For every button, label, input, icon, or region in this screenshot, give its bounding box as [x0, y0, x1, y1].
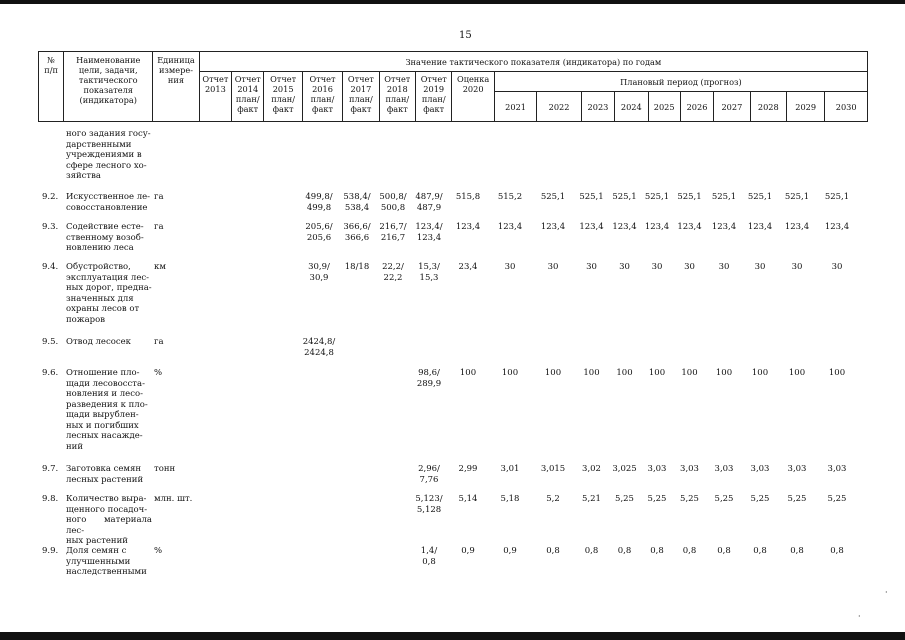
row-number: 9.8. — [42, 494, 59, 504]
row-number: 9.5. — [42, 337, 59, 347]
value-r2019: 15,3/ 15,3 — [418, 262, 440, 283]
value-p2023: 5,21 — [582, 494, 601, 504]
value-r2016: 30,9/ 30,9 — [308, 262, 330, 283]
header-year-2022: 2022 — [537, 92, 581, 122]
value-p2028: 525,1 — [747, 192, 773, 202]
value-p2025: 30 — [651, 262, 663, 272]
value-p2023: 0,8 — [584, 546, 599, 556]
value-p2021: 3,01 — [500, 464, 520, 474]
row-unit: млн. шт. — [154, 494, 193, 504]
value-p2028: 0,8 — [753, 546, 767, 556]
value-p2026: 5,25 — [680, 494, 699, 504]
value-p2022: 0,8 — [546, 546, 560, 556]
value-p2029: 30 — [791, 262, 803, 272]
value-p2030: 30 — [831, 262, 843, 272]
value-p2023: 30 — [586, 262, 597, 272]
row-unit: % — [154, 368, 163, 378]
value-p2024: 5,25 — [615, 494, 634, 504]
value-r2019: 123,4/ 123,4 — [415, 222, 443, 243]
value-p2030: 123,4 — [824, 222, 850, 232]
header-name: Наименование цели, задачи, тактического показателя (индикатора) — [64, 52, 153, 122]
table-header — [38, 51, 868, 122]
value-p2023: 123,4 — [579, 222, 604, 232]
row-number: 9.7. — [42, 464, 59, 474]
value-e2020: 23,4 — [458, 262, 478, 272]
row-name: Доля семян с улучшенными наследственными — [66, 546, 147, 577]
value-p2029: 0,8 — [790, 546, 804, 556]
value-r2017: 538,4/ 538,4 — [343, 192, 371, 213]
row-name: Отношение пло- щади лесовосста- новления и лесо- разведения к пло- щади вырублен- ных и погибших лесных насажде- ний — [66, 368, 148, 452]
row-name: Обустройство, эксплуатация лес- ных дорог, предна- значенных для охраны лесов от пожаров — [66, 262, 152, 325]
value-p2022: 5,2 — [546, 494, 560, 504]
value-p2026: 100 — [681, 368, 698, 378]
value-p2027: 123,4 — [711, 222, 737, 232]
header-report-2018: Отчет 2018 план/ факт — [379, 72, 415, 122]
value-e2020: 100 — [459, 368, 477, 378]
value-p2021: 100 — [501, 368, 519, 378]
value-r2017: 18/18 — [344, 262, 370, 272]
header-report-2017: Отчет 2017 план/ факт — [343, 72, 379, 122]
bottom-border — [0, 632, 905, 640]
header-plan-period: Плановый период (прогноз) — [494, 72, 867, 92]
value-p2029: 100 — [788, 368, 806, 378]
value-p2028: 5,25 — [750, 494, 770, 504]
value-r2019: 2,96/ 7,76 — [418, 464, 440, 485]
value-p2024: 100 — [616, 368, 633, 378]
value-p2025: 525,1 — [644, 192, 670, 202]
value-p2022: 100 — [544, 368, 562, 378]
value-e2020: 2,99 — [458, 464, 478, 474]
row-name: Отвод лесосек — [66, 337, 131, 347]
header-year-2029: 2029 — [786, 92, 824, 122]
value-p2027: 5,25 — [714, 494, 734, 504]
row-name: Искусственное ле- совосстановление — [66, 192, 151, 213]
value-p2025: 100 — [648, 368, 666, 378]
value-p2022: 30 — [547, 262, 559, 272]
row-unit: га — [154, 222, 164, 232]
header-year-2021: 2021 — [494, 92, 536, 122]
value-p2022: 525,1 — [540, 192, 566, 202]
header-year-2025: 2025 — [648, 92, 680, 122]
value-p2028: 100 — [751, 368, 769, 378]
value-r2019: 1,4/ 0,8 — [420, 546, 438, 567]
value-p2030: 0,8 — [830, 546, 844, 556]
value-p2024: 123,4 — [612, 222, 637, 232]
value-p2029: 3,03 — [787, 464, 807, 474]
value-p2023: 3,02 — [582, 464, 601, 474]
value-p2030: 3,03 — [827, 464, 847, 474]
row-unit: га — [154, 192, 164, 202]
value-p2021: 123,4 — [497, 222, 523, 232]
value-p2026: 30 — [684, 262, 695, 272]
header-year-2028: 2028 — [750, 92, 786, 122]
value-e2020: 5,14 — [458, 494, 478, 504]
header-report-2014: Отчет 2014 план/ факт — [232, 72, 264, 122]
row-unit: га — [154, 337, 164, 347]
header-report-2015: Отчет 2015 план/ факт — [264, 72, 302, 122]
value-p2026: 3,03 — [680, 464, 699, 474]
header-year-2030: 2030 — [825, 92, 868, 122]
value-r2018: 22,2/ 22,2 — [382, 262, 404, 283]
row-unit: % — [154, 546, 163, 556]
value-p2021: 30 — [504, 262, 516, 272]
row-number: 9.3. — [42, 222, 59, 232]
value-p2028: 3,03 — [750, 464, 770, 474]
value-p2026: 525,1 — [677, 192, 702, 202]
value-p2023: 525,1 — [579, 192, 604, 202]
value-e2020: 0,9 — [461, 546, 475, 556]
value-p2022: 123,4 — [540, 222, 566, 232]
scan-mark: · — [885, 588, 888, 597]
value-p2025: 0,8 — [650, 546, 664, 556]
value-p2027: 100 — [715, 368, 733, 378]
value-p2029: 525,1 — [784, 192, 810, 202]
top-border — [0, 0, 905, 4]
header-estimate-2020: Оценка 2020 — [452, 72, 494, 122]
value-r2018: 216,7/ 216,7 — [379, 222, 407, 243]
header-report-2016: Отчет 2016 план/ факт — [302, 72, 342, 122]
value-p2027: 525,1 — [711, 192, 737, 202]
value-r2019: 98,6/ 289,9 — [416, 368, 442, 389]
header-unit: Единица измере- ния — [153, 52, 200, 122]
row-number: 9.9. — [42, 546, 59, 556]
row-unit: тонн — [154, 464, 176, 474]
value-p2028: 30 — [754, 262, 766, 272]
value-p2026: 123,4 — [677, 222, 702, 232]
value-r2016: 499,8/ 499,8 — [305, 192, 333, 213]
value-r2016: 205,6/ 205,6 — [305, 222, 333, 243]
header-year-2026: 2026 — [680, 92, 713, 122]
value-p2027: 3,03 — [714, 464, 734, 474]
value-r2019: 487,9/ 487,9 — [415, 192, 443, 213]
value-p2023: 100 — [583, 368, 600, 378]
value-p2029: 5,25 — [787, 494, 807, 504]
header-values: Значение тактического показателя (индикатора) по годам — [199, 52, 867, 72]
row-number: 9.6. — [42, 368, 59, 378]
value-r2018: 500,8/ 500,8 — [379, 192, 407, 213]
header-num: № п/п — [39, 52, 64, 122]
value-p2022: 3,015 — [540, 464, 566, 474]
header-report-2019: Отчет 2019 план/ факт — [416, 72, 452, 122]
value-p2026: 0,8 — [682, 546, 697, 556]
value-p2028: 123,4 — [747, 222, 773, 232]
page-number: 15 — [459, 30, 472, 41]
header-report-2013: Отчет 2013 — [199, 72, 231, 122]
value-r2017: 366,6/ 366,6 — [343, 222, 371, 243]
header-year-2024: 2024 — [615, 92, 648, 122]
value-p2024: 3,025 — [612, 464, 637, 474]
value-p2021: 515,2 — [497, 192, 523, 202]
row-name: Содействие есте- ственному возоб- новлению леса — [66, 222, 144, 253]
row-unit: км — [154, 262, 166, 272]
value-r2016: 2424,8/ 2424,8 — [302, 337, 336, 358]
value-p2024: 0,8 — [617, 546, 632, 556]
value-p2025: 5,25 — [647, 494, 667, 504]
value-p2024: 525,1 — [612, 192, 637, 202]
header-year-2027: 2027 — [714, 92, 750, 122]
value-p2021: 0,9 — [503, 546, 517, 556]
value-p2030: 525,1 — [824, 192, 850, 202]
value-p2024: 30 — [619, 262, 630, 272]
value-p2029: 123,4 — [784, 222, 810, 232]
header-year-2023: 2023 — [581, 92, 614, 122]
row-name: Количество выра- щенного посадоч- ного материала лес- ных растений — [66, 494, 152, 546]
value-e2020: 123,4 — [455, 222, 481, 232]
row-name: ного задания госу- дарственными учреждениями в сфере лесного хо- зяйства — [66, 129, 151, 181]
scan-mark: · — [858, 612, 861, 621]
value-p2030: 5,25 — [827, 494, 847, 504]
value-p2030: 100 — [828, 368, 846, 378]
row-name: Заготовка семян лесных растений — [66, 464, 144, 485]
row-number: 9.4. — [42, 262, 59, 272]
value-p2025: 3,03 — [647, 464, 667, 474]
value-r2019: 5,123/ 5,128 — [415, 494, 443, 515]
row-number: 9.2. — [42, 192, 59, 202]
value-p2025: 123,4 — [644, 222, 670, 232]
value-p2027: 0,8 — [717, 546, 731, 556]
value-p2027: 30 — [718, 262, 730, 272]
value-p2021: 5,18 — [500, 494, 520, 504]
value-e2020: 515,8 — [455, 192, 481, 202]
